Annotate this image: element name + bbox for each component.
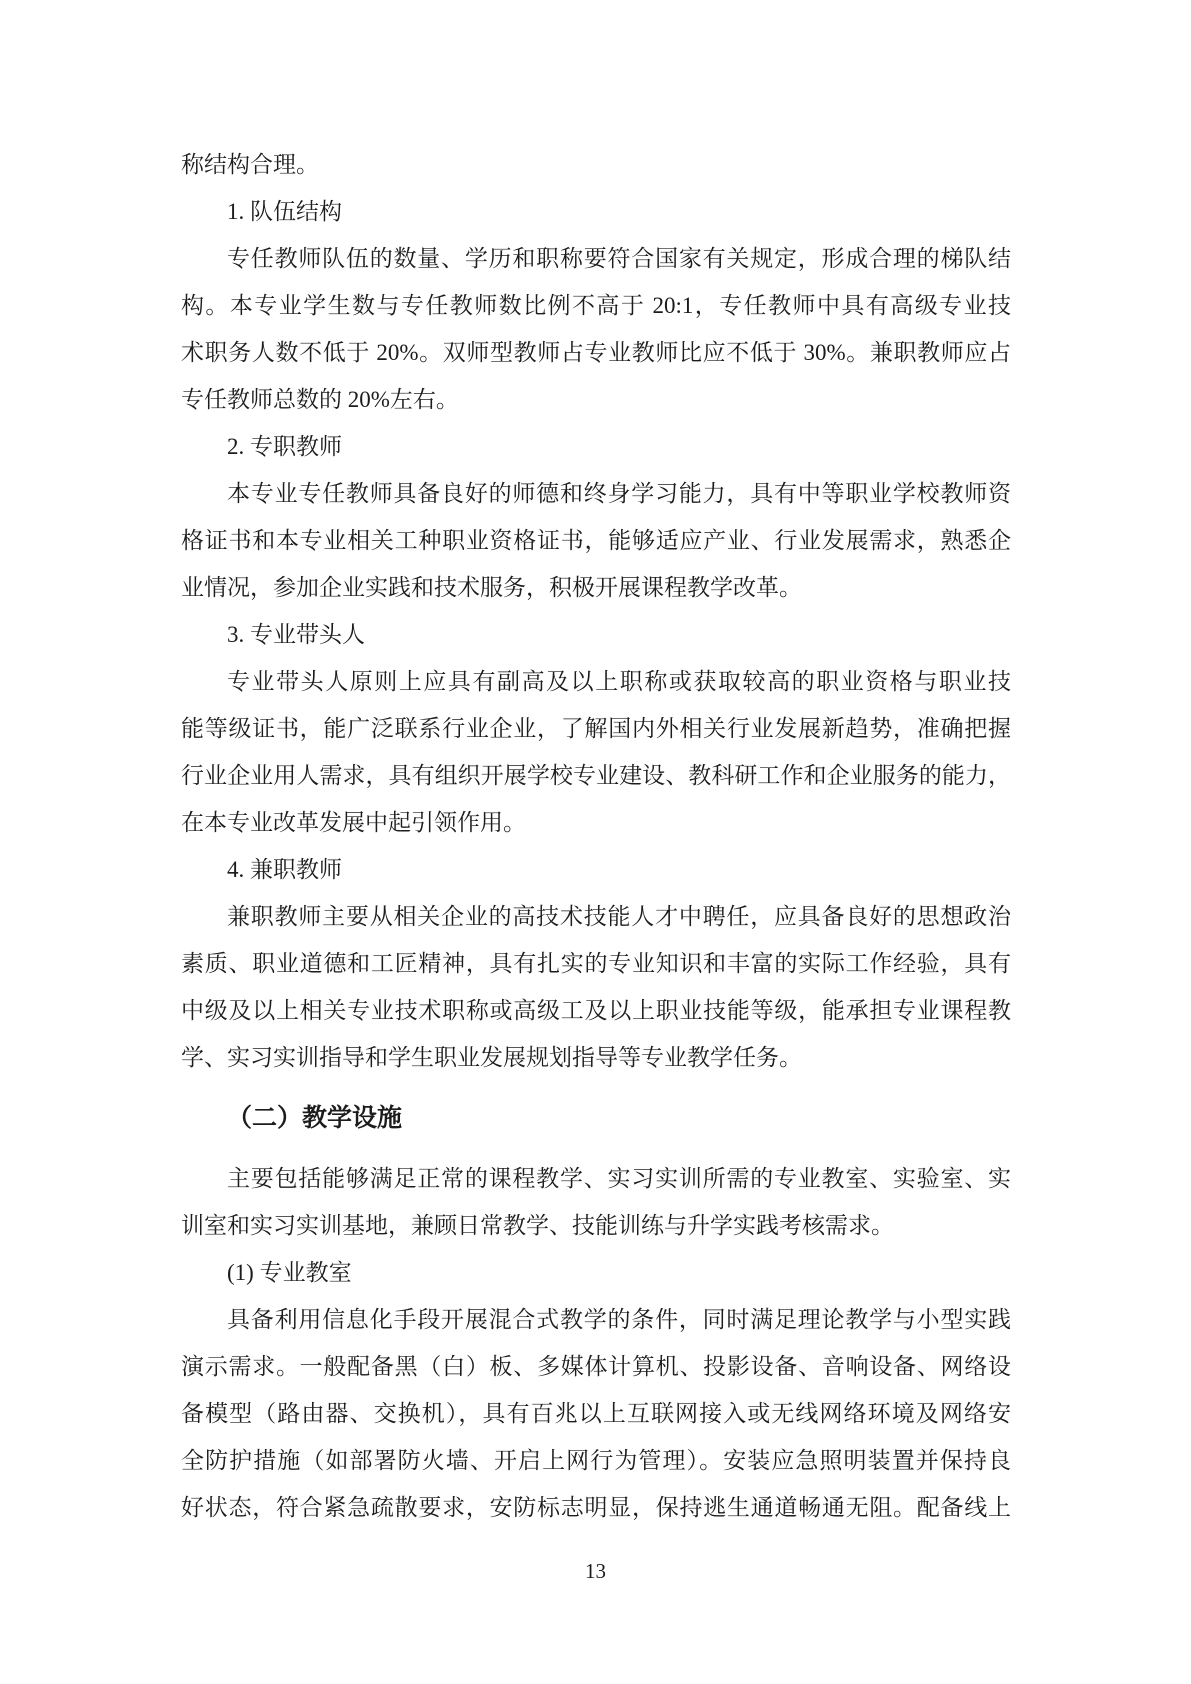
text-line: 备模型（路由器、交换机），具有百兆以上互联网接入或无线网络环境及网络安	[181, 1401, 1011, 1426]
text-line: 3. 专业带头人	[227, 622, 365, 647]
text-line: 训室和实习实训基地，兼顾日常教学、技能训练与升学实践考核需求。	[181, 1213, 894, 1238]
text-line: 在本专业改革发展中起引领作用。	[181, 810, 526, 835]
text-line: (1) 专业教室	[227, 1260, 352, 1285]
text-line: 演示需求。一般配备黑（白）板、多媒体计算机、投影设备、音响设备、网络设	[181, 1354, 1011, 1379]
text-line: 学、实习实训指导和学生职业发展规划指导等专业教学任务。	[181, 1045, 802, 1070]
text-line: 主要包括能够满足正常的课程教学、实习实训所需的专业教室、实验室、实	[227, 1166, 1011, 1191]
document-body	[181, 141, 1011, 1531]
text-line: 专业带头人原则上应具有副高及以上职称或获取较高的职业资格与职业技	[227, 669, 1011, 694]
text-line: 兼职教师主要从相关企业的高技术技能人才中聘任，应具备良好的思想政治	[227, 904, 1011, 929]
text-line: 行业企业用人需求，具有组织开展学校专业建设、教科研工作和企业服务的能力，	[181, 763, 1011, 788]
text-line: 业情况，参加企业实践和技术服务，积极开展课程教学改革。	[181, 575, 802, 600]
text-line: 专任教师总数的 20%左右。	[181, 387, 459, 412]
text-line: 具备利用信息化手段开展混合式教学的条件，同时满足理论教学与小型实践	[227, 1307, 1011, 1332]
text-line: 本专业专任教师具备良好的师德和终身学习能力，具有中等职业学校教师资	[227, 481, 1011, 506]
text-line: 1. 队伍结构	[227, 199, 342, 224]
text-line: 专任教师队伍的数量、学历和职称要符合国家有关规定，形成合理的梯队结	[227, 246, 1011, 271]
text-line: 中级及以上相关专业技术职称或高级工及以上职业技能等级，能承担专业课程教	[181, 998, 1011, 1023]
text-line: 全防护措施（如部署防火墙、开启上网行为管理）。安装应急照明装置并保持良	[181, 1448, 1011, 1473]
text-line: 4. 兼职教师	[227, 857, 342, 882]
page-number: 13	[585, 1559, 606, 1583]
text-line: 素质、职业道德和工匠精神，具有扎实的专业知识和丰富的实际工作经验，具有	[181, 951, 1011, 976]
section-heading: （二）教学设施	[227, 1105, 403, 1132]
text-line: 2. 专职教师	[227, 434, 342, 459]
text-line: 称结构合理。	[181, 152, 319, 177]
text-line: 好状态，符合紧急疏散要求，安防标志明显，保持逃生通道畅通无阻。配备线上	[181, 1495, 1011, 1520]
text-line: 格证书和本专业相关工种职业资格证书，能够适应产业、行业发展需求，熟悉企	[181, 528, 1011, 553]
text-line: 术职务人数不低于 20%。双师型教师占专业教师比应不低于 30%。兼职教师应占	[181, 340, 1011, 365]
text-line: 构。本专业学生数与专任教师数比例不高于 20:1，专任教师中具有高级专业技	[181, 293, 1011, 318]
text-line: 能等级证书，能广泛联系行业企业，了解国内外相关行业发展新趋势，准确把握	[181, 716, 1011, 741]
